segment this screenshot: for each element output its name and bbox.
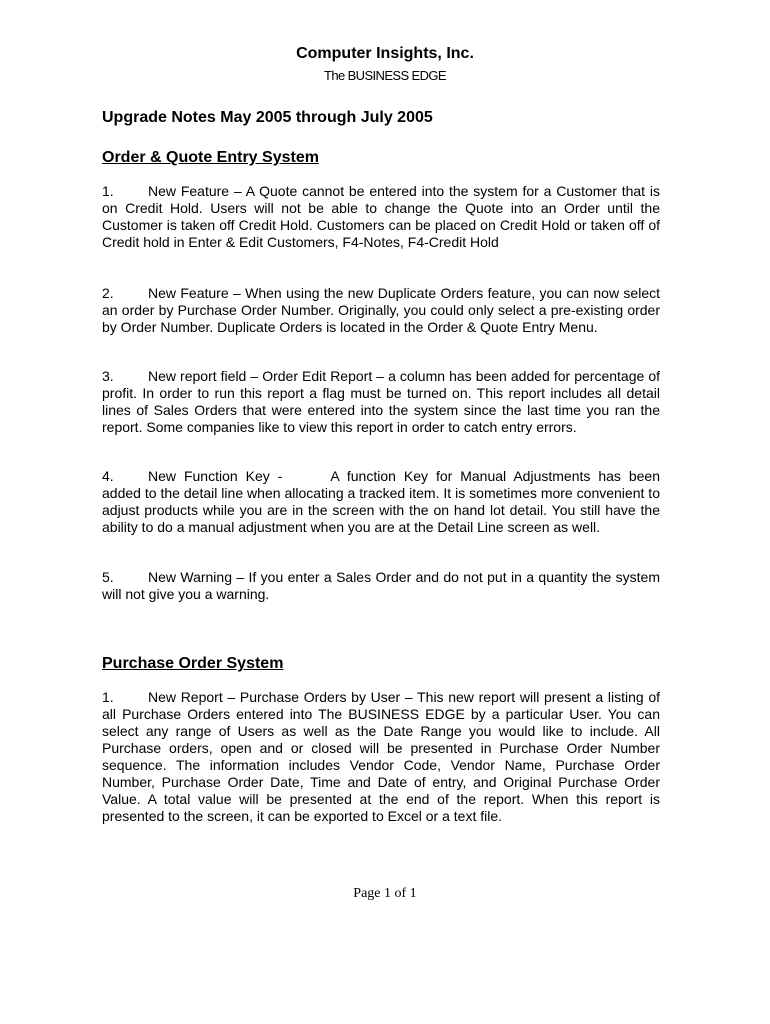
note-text: New report field – Order Edit Report – a column has been added for percentage of profit. In order to run this report a flag must be turned on. This report includes all detail lines of Sales Orders that were entered into the system since the last time you ran the report. Some companies like to view this report in order to catch entry errors. xyxy=(102,368,660,435)
note-lead: New Function Key - xyxy=(148,468,283,484)
document-title: Upgrade Notes May 2005 through July 2005 xyxy=(102,109,433,126)
company-name: Computer Insights, Inc. xyxy=(296,45,474,62)
note-item xyxy=(102,285,660,336)
note-number: 5. xyxy=(102,569,114,585)
note-item xyxy=(102,569,660,603)
note-number: 2. xyxy=(102,285,114,301)
note-text: New Feature – When using the new Duplicate Orders feature, you can now select an order by Purchase Order Number. Originally, you could only select a pre-existing order by Order Number. Duplicate Orders is located in the Order & Quote Entry Menu. xyxy=(102,285,660,335)
company-subtitle: The BUSINESS EDGE xyxy=(323,68,446,83)
note-text: New Warning – If you enter a Sales Order and do not put in a quantity the system will not give you a warning. xyxy=(102,569,660,602)
note-number: 1. xyxy=(102,689,114,705)
note-number: 1. xyxy=(102,183,114,199)
note-text: New Feature – A Quote cannot be entered into the system for a Customer that is on Credit Hold. Users will not be able to change the Quote into an Order until the Customer is taken off Credit Hold. Customers can be placed on Credit Hold or taken off of Credit hold in Enter & Edit Customers, F4-Notes, F4-Credit Hold xyxy=(102,183,660,250)
note-number: 4. xyxy=(102,468,114,484)
section-heading-purchase-order: Purchase Order System xyxy=(102,655,284,672)
note-number: 3. xyxy=(102,368,114,384)
section-heading-order-quote: Order & Quote Entry System xyxy=(102,149,319,166)
note-item xyxy=(102,689,660,825)
note-item xyxy=(102,368,660,436)
note-text: New Report – Purchase Orders by User – This new report will present a listing of all Purchase Orders entered into The BUSINESS EDGE by a particular User. You can select any range of Users as well as the Date Range you would like to include. All Purchase orders, open and or closed will be presented in Purchase Order Number sequence. The information includes Vendor Code, Vendor Name, Purchase Order Number, Purchase Order Date, Time and Date of entry, and Original Purchase Order Value. A total value will be presented at the end of the report. When this report is presented to the screen, it can be exported to Excel or a text file. xyxy=(102,689,660,824)
note-text: A function Key for Manual Adjustments has been added to the detail line when allocating a tracked item. It is sometimes more convenient to adjust products while you are in the screen with the on hand lot detail. You still have the ability to do a manual adjustment when you are at the Detail Line screen as well. xyxy=(102,468,660,535)
page-number: Page 1 of 1 xyxy=(353,886,417,901)
note-item xyxy=(102,183,660,251)
note-item xyxy=(102,468,660,536)
